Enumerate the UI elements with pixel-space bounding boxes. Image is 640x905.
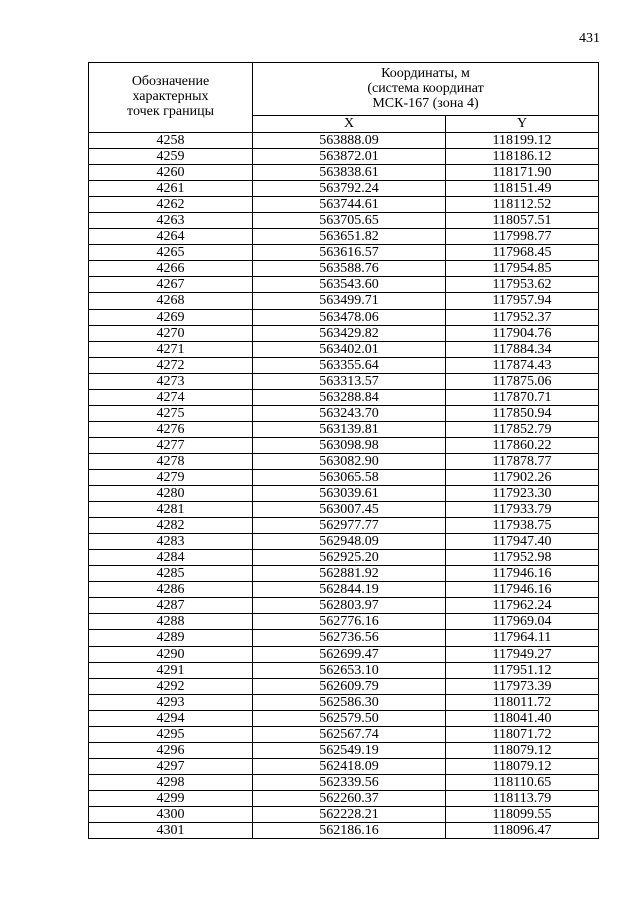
table-row [89, 598, 599, 614]
cell-y: 118079.12 [446, 758, 599, 774]
cell-y: 118110.65 [446, 774, 599, 790]
cell-x: 562948.09 [253, 534, 446, 550]
cell-x: 562339.56 [253, 774, 446, 790]
cell-point-id: 4275 [89, 405, 253, 421]
cell-x: 562228.21 [253, 806, 446, 822]
cell-x: 563872.01 [253, 149, 446, 165]
cell-y: 118041.40 [446, 710, 599, 726]
cell-point-id: 4279 [89, 469, 253, 485]
cell-y: 117884.34 [446, 341, 599, 357]
table-row [89, 710, 599, 726]
cell-x: 563705.65 [253, 213, 446, 229]
cell-point-id: 4268 [89, 293, 253, 309]
cell-point-id: 4301 [89, 823, 253, 839]
cell-x: 563588.76 [253, 261, 446, 277]
cell-x: 563355.64 [253, 357, 446, 373]
cell-y: 118113.79 [446, 790, 599, 806]
cell-y: 118057.51 [446, 213, 599, 229]
cell-point-id: 4271 [89, 341, 253, 357]
header-point-line: Обозначение [131, 74, 210, 89]
cell-y: 117902.26 [446, 469, 599, 485]
cell-point-id: 4258 [89, 133, 253, 149]
cell-y: 118151.49 [446, 181, 599, 197]
boundary-coordinates-table [88, 62, 599, 839]
cell-y: 118112.52 [446, 197, 599, 213]
cell-y: 117954.85 [446, 261, 599, 277]
cell-x: 562844.19 [253, 582, 446, 598]
header-x: X [253, 115, 446, 133]
table-row [89, 133, 599, 149]
cell-x: 563792.24 [253, 181, 446, 197]
table-row [89, 774, 599, 790]
header-coordinates [253, 63, 599, 116]
table-row [89, 486, 599, 502]
cell-y: 118099.55 [446, 806, 599, 822]
cell-x: 562776.16 [253, 614, 446, 630]
table-row [89, 582, 599, 598]
cell-x: 563888.09 [253, 133, 446, 149]
table-row [89, 149, 599, 165]
cell-point-id: 4289 [89, 630, 253, 646]
cell-point-id: 4260 [89, 165, 253, 181]
cell-point-id: 4287 [89, 598, 253, 614]
cell-x: 562579.50 [253, 710, 446, 726]
cell-point-id: 4261 [89, 181, 253, 197]
cell-y: 117962.24 [446, 598, 599, 614]
cell-point-id: 4274 [89, 389, 253, 405]
table-row [89, 662, 599, 678]
table-row [89, 261, 599, 277]
cell-point-id: 4267 [89, 277, 253, 293]
cell-point-id: 4281 [89, 502, 253, 518]
cell-y: 118071.72 [446, 726, 599, 742]
cell-point-id: 4277 [89, 437, 253, 453]
cell-y: 118171.90 [446, 165, 599, 181]
cell-x: 562186.16 [253, 823, 446, 839]
cell-x: 563744.61 [253, 197, 446, 213]
cell-y: 117938.75 [446, 518, 599, 534]
cell-point-id: 4262 [89, 197, 253, 213]
cell-y: 118079.12 [446, 742, 599, 758]
cell-y: 117946.16 [446, 582, 599, 598]
cell-point-id: 4265 [89, 245, 253, 261]
cell-point-id: 4280 [89, 486, 253, 502]
table-row [89, 823, 599, 839]
table-row [89, 277, 599, 293]
cell-x: 563429.82 [253, 325, 446, 341]
table-row [89, 534, 599, 550]
cell-x: 563139.81 [253, 421, 446, 437]
cell-x: 563499.71 [253, 293, 446, 309]
table-row [89, 165, 599, 181]
cell-x: 563838.61 [253, 165, 446, 181]
cell-point-id: 4273 [89, 373, 253, 389]
table-row [89, 614, 599, 630]
table-row [89, 566, 599, 582]
table-row [89, 550, 599, 566]
cell-point-id: 4263 [89, 213, 253, 229]
cell-x: 563098.98 [253, 437, 446, 453]
cell-y: 118199.12 [446, 133, 599, 149]
cell-y: 117969.04 [446, 614, 599, 630]
cell-point-id: 4295 [89, 726, 253, 742]
cell-y: 117952.37 [446, 309, 599, 325]
cell-y: 118011.72 [446, 694, 599, 710]
cell-x: 563478.06 [253, 309, 446, 325]
cell-point-id: 4300 [89, 806, 253, 822]
cell-y: 117904.76 [446, 325, 599, 341]
table-row [89, 694, 599, 710]
cell-y: 118096.47 [446, 823, 599, 839]
cell-point-id: 4264 [89, 229, 253, 245]
cell-y: 117947.40 [446, 534, 599, 550]
cell-y: 117870.71 [446, 389, 599, 405]
cell-point-id: 4276 [89, 421, 253, 437]
table-row [89, 245, 599, 261]
table-row [89, 646, 599, 662]
cell-point-id: 4292 [89, 678, 253, 694]
table-row [89, 421, 599, 437]
cell-point-id: 4299 [89, 790, 253, 806]
cell-x: 562881.92 [253, 566, 446, 582]
cell-x: 563288.84 [253, 389, 446, 405]
header-coords-line: (система координат [367, 81, 484, 97]
header-point-designation [89, 63, 253, 133]
table-row [89, 341, 599, 357]
table-row [89, 678, 599, 694]
cell-y: 117850.94 [446, 405, 599, 421]
table-row [89, 325, 599, 341]
cell-x: 562925.20 [253, 550, 446, 566]
cell-y: 117875.06 [446, 373, 599, 389]
cell-y: 117968.45 [446, 245, 599, 261]
cell-x: 562653.10 [253, 662, 446, 678]
cell-y: 117923.30 [446, 486, 599, 502]
header-point-line: точек границы [127, 104, 214, 119]
cell-x: 563651.82 [253, 229, 446, 245]
cell-point-id: 4296 [89, 742, 253, 758]
table-row [89, 197, 599, 213]
cell-x: 563065.58 [253, 469, 446, 485]
table-row [89, 758, 599, 774]
cell-x: 562977.77 [253, 518, 446, 534]
table-row [89, 502, 599, 518]
table-row [89, 790, 599, 806]
cell-point-id: 4269 [89, 309, 253, 325]
header-y: Y [446, 115, 599, 133]
cell-point-id: 4285 [89, 566, 253, 582]
cell-x: 562567.74 [253, 726, 446, 742]
cell-x: 563007.45 [253, 502, 446, 518]
cell-point-id: 4288 [89, 614, 253, 630]
cell-x: 562736.56 [253, 630, 446, 646]
table-row [89, 806, 599, 822]
cell-y: 117852.79 [446, 421, 599, 437]
cell-point-id: 4278 [89, 453, 253, 469]
cell-point-id: 4283 [89, 534, 253, 550]
cell-y: 117951.12 [446, 662, 599, 678]
cell-x: 563039.61 [253, 486, 446, 502]
cell-x: 563402.01 [253, 341, 446, 357]
cell-point-id: 4282 [89, 518, 253, 534]
cell-x: 563313.57 [253, 373, 446, 389]
cell-point-id: 4270 [89, 325, 253, 341]
table-row [89, 309, 599, 325]
header-coords-line: МСК-167 (зона 4) [372, 96, 479, 112]
cell-point-id: 4293 [89, 694, 253, 710]
cell-point-id: 4259 [89, 149, 253, 165]
cell-x: 563243.70 [253, 405, 446, 421]
table-row [89, 726, 599, 742]
cell-y: 117973.39 [446, 678, 599, 694]
cell-point-id: 4298 [89, 774, 253, 790]
cell-y: 117933.79 [446, 502, 599, 518]
table-row [89, 373, 599, 389]
cell-point-id: 4286 [89, 582, 253, 598]
cell-x: 563616.57 [253, 245, 446, 261]
page-number: 431 [579, 31, 600, 46]
table-row [89, 389, 599, 405]
cell-x: 562609.79 [253, 678, 446, 694]
cell-x: 563082.90 [253, 453, 446, 469]
table-row [89, 469, 599, 485]
cell-point-id: 4290 [89, 646, 253, 662]
table-row [89, 405, 599, 421]
cell-point-id: 4272 [89, 357, 253, 373]
cell-x: 562260.37 [253, 790, 446, 806]
table-body [89, 133, 599, 839]
cell-x: 562418.09 [253, 758, 446, 774]
table-row [89, 630, 599, 646]
cell-y: 117964.11 [446, 630, 599, 646]
cell-y: 118186.12 [446, 149, 599, 165]
header-point-line: характерных [132, 89, 209, 104]
table-row [89, 357, 599, 373]
cell-y: 117957.94 [446, 293, 599, 309]
cell-x: 562586.30 [253, 694, 446, 710]
table-row [89, 742, 599, 758]
table-row [89, 229, 599, 245]
cell-y: 117946.16 [446, 566, 599, 582]
cell-y: 117953.62 [446, 277, 599, 293]
cell-x: 563543.60 [253, 277, 446, 293]
cell-point-id: 4266 [89, 261, 253, 277]
table-row [89, 213, 599, 229]
cell-y: 117860.22 [446, 437, 599, 453]
cell-y: 117949.27 [446, 646, 599, 662]
header-coords-line: Координаты, м [381, 66, 470, 82]
cell-y: 117878.77 [446, 453, 599, 469]
cell-x: 562549.19 [253, 742, 446, 758]
cell-y: 117874.43 [446, 357, 599, 373]
cell-x: 562699.47 [253, 646, 446, 662]
cell-point-id: 4294 [89, 710, 253, 726]
cell-point-id: 4284 [89, 550, 253, 566]
cell-x: 562803.97 [253, 598, 446, 614]
cell-point-id: 4297 [89, 758, 253, 774]
table-row [89, 437, 599, 453]
cell-y: 117952.98 [446, 550, 599, 566]
table-row [89, 181, 599, 197]
table-row [89, 453, 599, 469]
cell-y: 117998.77 [446, 229, 599, 245]
table-row [89, 293, 599, 309]
cell-point-id: 4291 [89, 662, 253, 678]
table-row [89, 518, 599, 534]
